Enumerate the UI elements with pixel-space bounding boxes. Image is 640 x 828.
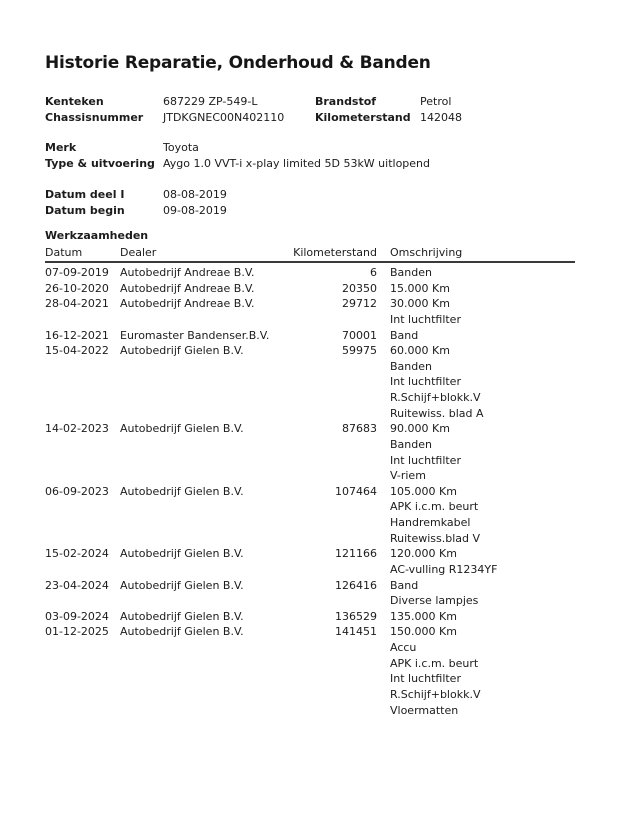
cell-omschrijving: APK i.c.m. beurt (390, 656, 479, 670)
table-row (45, 281, 575, 297)
cell-omschrijving: Int luchtfilter (390, 672, 461, 686)
table-row (45, 578, 575, 594)
info-row-datum-begin (45, 203, 605, 218)
cell-dealer (120, 703, 292, 719)
cell-datum (45, 453, 120, 469)
cell-datum (45, 593, 120, 609)
cell-dealer (120, 531, 292, 547)
cell-datum (45, 531, 120, 547)
cell-omschrijving: Ruitewiss. blad A (390, 406, 484, 420)
werkzaamheden-table-body (45, 265, 575, 718)
table-row (45, 609, 575, 625)
cell-kilometerstand (292, 312, 377, 328)
cell-dealer: Autobedrijf Gielen B.V. (120, 609, 244, 623)
chassisnummer-value: JTDKGNEC00N402110 (163, 111, 285, 124)
cell-datum: 15-02-2024 (45, 547, 109, 561)
cell-dealer: Autobedrijf Andreae B.V. (120, 297, 255, 311)
cell-datum: 03-09-2024 (45, 609, 109, 623)
kenteken-value: 687229 ZP-549-L (163, 95, 258, 108)
datum-begin-value: 09-08-2019 (163, 204, 227, 217)
cell-kilometerstand (292, 671, 377, 687)
table-row-continuation (45, 656, 575, 672)
table-row-continuation (45, 515, 575, 531)
cell-dealer (120, 437, 292, 453)
cell-dealer (120, 640, 292, 656)
cell-kilometerstand: 59975 (342, 344, 377, 358)
column-header-omschrijving: Omschrijving (390, 246, 463, 259)
cell-omschrijving: Ruitewiss.blad V (390, 531, 481, 545)
cell-datum: 14-02-2023 (45, 422, 109, 436)
cell-datum: 06-09-2023 (45, 484, 109, 498)
kilometerstand-label: Kilometerstand (315, 111, 411, 124)
cell-omschrijving: Int luchtfilter (390, 375, 461, 389)
page-title: Historie Reparatie, Onderhoud & Banden (45, 53, 431, 73)
table-row-continuation (45, 687, 575, 703)
cell-datum (45, 406, 120, 422)
cell-kilometerstand: 20350 (342, 281, 377, 295)
cell-omschrijving: Banden (390, 437, 432, 451)
cell-kilometerstand (292, 468, 377, 484)
brandstof-label: Brandstof (315, 95, 377, 108)
brandstof-value: Petrol (420, 95, 452, 108)
cell-datum (45, 390, 120, 406)
table-row-continuation (45, 453, 575, 469)
cell-omschrijving: 135.000 Km (390, 609, 457, 623)
cell-datum: 15-04-2022 (45, 344, 109, 358)
cell-datum (45, 359, 120, 375)
datum-deel-i-value: 08-08-2019 (163, 188, 227, 201)
cell-dealer: Autobedrijf Gielen B.V. (120, 344, 244, 358)
table-row-continuation (45, 499, 575, 515)
cell-kilometerstand (292, 406, 377, 422)
merk-label: Merk (45, 141, 77, 154)
cell-kilometerstand: 141451 (335, 625, 377, 639)
cell-datum (45, 640, 120, 656)
column-header-datum: Datum (45, 246, 83, 259)
cell-dealer (120, 312, 292, 328)
cell-omschrijving: Band (390, 328, 419, 342)
cell-dealer: Euromaster Bandenser.B.V. (120, 328, 270, 342)
table-header-row (45, 246, 575, 263)
info-row-datum-deel-i (45, 187, 605, 202)
cell-omschrijving: 105.000 Km (390, 484, 457, 498)
cell-datum: 23-04-2024 (45, 578, 109, 592)
cell-omschrijving: V-riem (390, 469, 426, 483)
table-row-continuation (45, 359, 575, 375)
table-row-continuation (45, 531, 575, 547)
cell-dealer (120, 374, 292, 390)
cell-omschrijving: Banden (390, 359, 432, 373)
cell-dealer (120, 671, 292, 687)
cell-kilometerstand: 29712 (342, 297, 377, 311)
cell-kilometerstand (292, 499, 377, 515)
cell-datum (45, 437, 120, 453)
cell-kilometerstand (292, 562, 377, 578)
column-header-kilometerstand: Kilometerstand (293, 246, 377, 259)
cell-dealer (120, 656, 292, 672)
cell-kilometerstand (292, 531, 377, 547)
cell-omschrijving: 120.000 Km (390, 547, 457, 561)
cell-datum (45, 515, 120, 531)
info-row-merk (45, 140, 605, 155)
cell-kilometerstand: 136529 (335, 609, 377, 623)
cell-dealer: Autobedrijf Gielen B.V. (120, 578, 244, 592)
cell-dealer (120, 593, 292, 609)
cell-dealer: Autobedrijf Gielen B.V. (120, 422, 244, 436)
cell-dealer (120, 359, 292, 375)
info-row-chassis-kilometerstand (45, 110, 605, 125)
cell-datum: 16-12-2021 (45, 328, 109, 342)
cell-omschrijving: R.Schijf+blokk.V (390, 687, 481, 701)
werkzaamheden-heading: Werkzaamheden (45, 229, 149, 242)
cell-kilometerstand: 107464 (335, 484, 377, 498)
cell-kilometerstand (292, 453, 377, 469)
cell-datum (45, 374, 120, 390)
cell-omschrijving: Diverse lampjes (390, 594, 479, 608)
cell-datum (45, 671, 120, 687)
table-row (45, 296, 575, 312)
cell-datum (45, 687, 120, 703)
cell-omschrijving: APK i.c.m. beurt (390, 500, 479, 514)
cell-kilometerstand (292, 640, 377, 656)
cell-omschrijving: Handremkabel (390, 516, 471, 529)
cell-kilometerstand (292, 359, 377, 375)
table-row-continuation (45, 468, 575, 484)
merk-value: Toyota (163, 141, 199, 154)
cell-datum: 28-04-2021 (45, 297, 109, 311)
table-row-continuation (45, 593, 575, 609)
table-row (45, 546, 575, 562)
cell-dealer (120, 562, 292, 578)
cell-omschrijving: Int luchtfilter (390, 312, 461, 326)
cell-kilometerstand (292, 703, 377, 719)
cell-dealer (120, 687, 292, 703)
cell-kilometerstand: 126416 (335, 578, 377, 592)
table-row (45, 343, 575, 359)
table-row (45, 624, 575, 640)
cell-omschrijving: R.Schijf+blokk.V (390, 391, 481, 404)
cell-dealer (120, 453, 292, 469)
table-row-continuation (45, 374, 575, 390)
cell-dealer: Autobedrijf Gielen B.V. (120, 625, 244, 639)
cell-omschrijving: Banden (390, 266, 432, 279)
cell-datum: 01-12-2025 (45, 625, 109, 639)
cell-datum (45, 468, 120, 484)
cell-datum (45, 562, 120, 578)
table-row-continuation (45, 406, 575, 422)
cell-dealer: Autobedrijf Andreae B.V. (120, 281, 255, 295)
table-row-continuation (45, 703, 575, 719)
cell-dealer (120, 390, 292, 406)
table-row (45, 484, 575, 500)
cell-kilometerstand: 87683 (342, 422, 377, 436)
type-uitvoering-label: Type & uitvoering (45, 157, 155, 170)
cell-omschrijving: Int luchtfilter (390, 453, 461, 467)
table-row (45, 328, 575, 344)
werkzaamheden-table (45, 246, 575, 718)
cell-kilometerstand (292, 437, 377, 453)
cell-omschrijving: Band (390, 578, 419, 592)
cell-dealer: Autobedrijf Andreae B.V. (120, 266, 255, 279)
info-row-kenteken-brandstof (45, 94, 605, 109)
cell-dealer (120, 468, 292, 484)
cell-kilometerstand: 70001 (342, 328, 377, 342)
cell-dealer: Autobedrijf Gielen B.V. (120, 547, 244, 561)
cell-datum (45, 656, 120, 672)
cell-dealer (120, 515, 292, 531)
cell-omschrijving: 90.000 Km (390, 422, 450, 436)
table-row-continuation (45, 390, 575, 406)
cell-dealer (120, 499, 292, 515)
datum-begin-label: Datum begin (45, 204, 125, 217)
cell-omschrijving: 150.000 Km (390, 625, 457, 639)
kilometerstand-value: 142048 (420, 111, 462, 124)
cell-omschrijving: 60.000 Km (390, 344, 450, 358)
cell-datum: 07-09-2019 (45, 266, 109, 279)
table-row (45, 421, 575, 437)
table-row-continuation (45, 562, 575, 578)
cell-datum: 26-10-2020 (45, 281, 109, 295)
cell-omschrijving: 30.000 Km (390, 297, 450, 311)
info-row-type-uitvoering (45, 156, 605, 171)
cell-datum (45, 703, 120, 719)
cell-dealer (120, 406, 292, 422)
cell-omschrijving: Accu (390, 641, 417, 654)
cell-kilometerstand (292, 374, 377, 390)
cell-dealer: Autobedrijf Gielen B.V. (120, 484, 244, 498)
table-row-continuation (45, 671, 575, 687)
datum-deel-i-label: Datum deel I (45, 188, 125, 201)
cell-kilometerstand: 6 (370, 266, 377, 279)
table-row-continuation (45, 640, 575, 656)
cell-datum (45, 499, 120, 515)
cell-kilometerstand (292, 515, 377, 531)
cell-kilometerstand (292, 390, 377, 406)
cell-kilometerstand (292, 687, 377, 703)
table-row-continuation (45, 312, 575, 328)
column-header-dealer: Dealer (120, 246, 157, 259)
cell-kilometerstand (292, 593, 377, 609)
cell-kilometerstand (292, 656, 377, 672)
cell-omschrijving: Vloermatten (390, 703, 459, 717)
cell-datum (45, 312, 120, 328)
kenteken-label: Kenteken (45, 95, 104, 108)
table-row-continuation (45, 437, 575, 453)
cell-omschrijving: AC-vulling R1234YF (390, 562, 498, 576)
table-row (45, 265, 575, 281)
cell-kilometerstand: 121166 (335, 547, 377, 561)
cell-omschrijving: 15.000 Km (390, 281, 450, 295)
type-uitvoering-value: Aygo 1.0 VVT-i x-play limited 5D 53kW uitlopend (163, 157, 431, 170)
chassisnummer-label: Chassisnummer (45, 111, 144, 124)
